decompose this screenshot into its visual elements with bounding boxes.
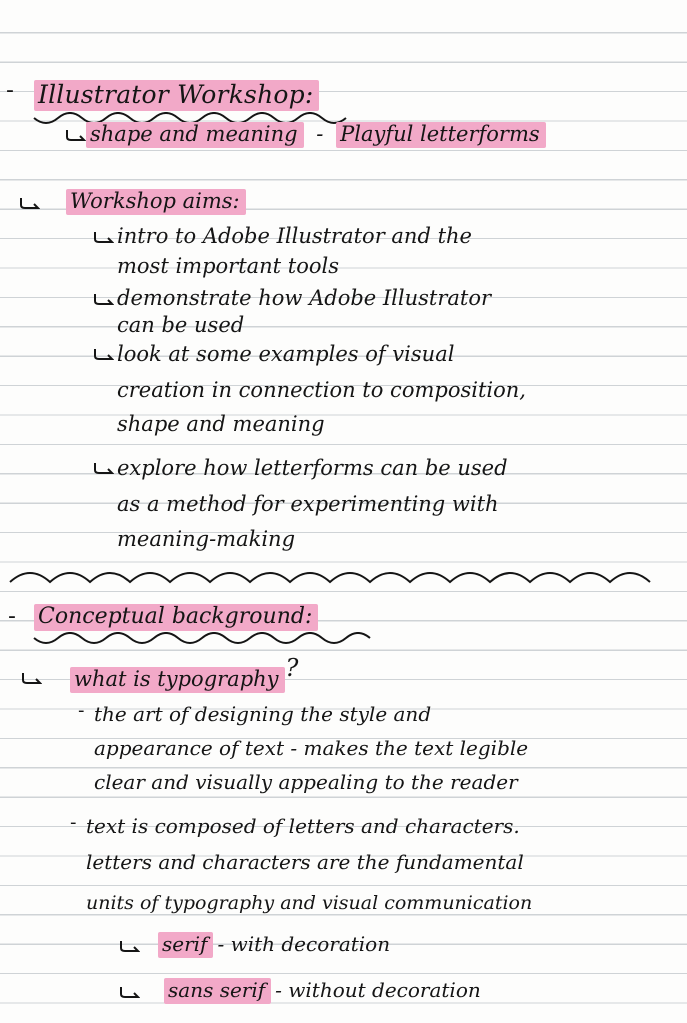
- question-mark: ?: [285, 654, 299, 682]
- composition-line-3: units of typography and visual communication: [86, 892, 533, 914]
- wavy-divider: [8, 566, 668, 592]
- section-title-workshop: [34, 82, 319, 107]
- arrow-hook-icon: [64, 129, 86, 141]
- aim-4-line-3: meaning-making: [117, 527, 296, 551]
- aim-3-line-3: shape and meaning: [117, 412, 325, 436]
- aim-3-line-2: creation in connection to composition,: [117, 378, 526, 402]
- arrow-hook-icon: [20, 672, 42, 684]
- definition-line-1: the art of designing the style and: [94, 702, 432, 726]
- subtitle-part1: shape and meaning: [86, 122, 304, 148]
- section-title-conceptual-text: Conceptual background:: [34, 604, 318, 631]
- aim-2-line-1: demonstrate how Adobe Illustrator: [117, 286, 492, 310]
- arrow-hook-icon: [118, 986, 140, 998]
- section-title-workshop-text: Illustrator Workshop:: [34, 80, 319, 111]
- wavy-underline: [32, 632, 392, 648]
- arrow-hook-icon: [18, 197, 40, 209]
- arrow-hook-icon: [118, 940, 140, 952]
- subtitle-separator: -: [316, 122, 324, 146]
- aim-1-line-1: intro to Adobe Illustrator and the: [117, 224, 472, 248]
- bullet-dash: -: [70, 812, 77, 833]
- aim-3-line-1: look at some examples of visual: [117, 342, 455, 366]
- aim-2-line-2: can be used: [117, 313, 245, 337]
- section-title-conceptual: [34, 606, 318, 628]
- aims-heading-text: Workshop aims:: [66, 189, 246, 215]
- arrow-hook-icon: [92, 293, 114, 305]
- subtitle-part2: Playful letterforms: [336, 122, 546, 148]
- bullet-dash: -: [6, 78, 14, 103]
- aim-1-line-2: most important tools: [117, 254, 340, 278]
- bullet-dash: -: [8, 604, 16, 629]
- arrow-hook-icon: [92, 231, 114, 243]
- aim-4-line-1: explore how letterforms can be used: [117, 456, 508, 480]
- typography-question: [70, 654, 299, 691]
- serif-term: serif: [158, 932, 213, 958]
- aims-heading: [66, 191, 246, 212]
- serif-entry: [158, 934, 390, 954]
- sans-serif-term: sans serif: [164, 978, 271, 1004]
- arrow-hook-icon: [92, 462, 114, 474]
- serif-description: - with decoration: [217, 932, 391, 956]
- arrow-hook-icon: [92, 348, 114, 360]
- composition-line-1: text is composed of letters and characters.: [86, 814, 520, 838]
- composition-line-2: letters and characters are the fundamental: [86, 850, 524, 874]
- definition-line-2: appearance of text - makes the text legible: [94, 736, 529, 760]
- sans-serif-entry: [164, 980, 481, 1000]
- sans-serif-description: - without decoration: [275, 978, 481, 1002]
- definition-line-3: clear and visually appealing to the reader: [94, 770, 518, 794]
- typography-question-text: what is typography: [70, 667, 285, 693]
- workshop-subtitle: [86, 124, 546, 145]
- aim-4-line-2: as a method for experimenting with: [117, 492, 499, 516]
- bullet-dash: -: [78, 700, 85, 721]
